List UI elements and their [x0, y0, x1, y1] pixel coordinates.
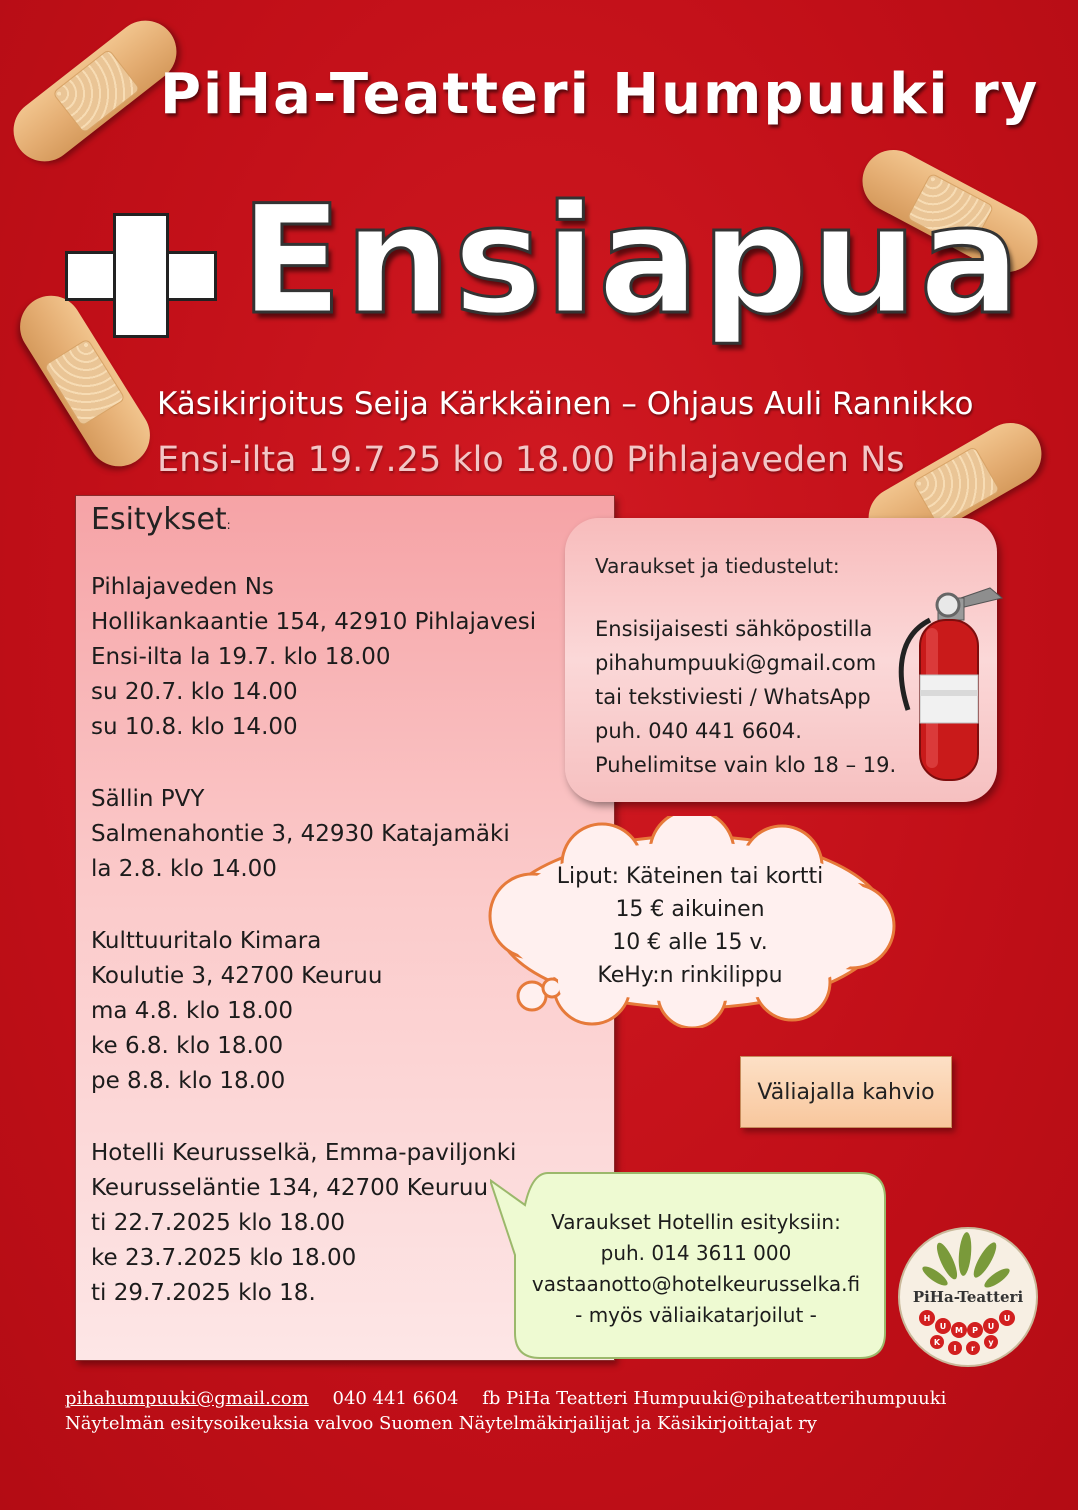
venue-line: ke 6.8. klo 18.00: [91, 1033, 284, 1059]
logo-letter: I: [953, 1344, 957, 1353]
logo-text: PiHa-Teatteri: [912, 1288, 1024, 1306]
footer-phone: 040 441 6604: [332, 1388, 459, 1409]
play-title: Ensiapua: [240, 174, 1023, 348]
venue-block: [91, 1136, 516, 1311]
hotel-line: - myös väliaikatarjoilut -: [575, 1303, 817, 1327]
venue-line: ti 29.7.2025 klo 18.: [91, 1280, 316, 1306]
hotel-reservations-info: [520, 1207, 872, 1331]
tickets-line: 15 € aikuinen: [615, 897, 765, 922]
shows-heading: Esitykset:: [91, 502, 231, 537]
credits-line: Käsikirjoitus Seija Kärkkäinen – Ohjaus Auli Rannikko: [157, 386, 974, 422]
reservations-title: Varaukset ja tiedustelut:: [595, 554, 840, 578]
logo-letter: y: [988, 1338, 994, 1347]
venue-line: Pihlajaveden Ns: [91, 574, 274, 600]
venue-line: Koulutie 3, 42700 Keuruu: [91, 963, 383, 989]
venue-line: ti 22.7.2025 klo 18.00: [91, 1210, 346, 1236]
hotel-phone: puh. 014 3611 000: [600, 1241, 792, 1265]
venue-line: Ensi-ilta la 19.7. klo 18.00: [91, 644, 391, 670]
hotel-line: Varaukset Hotellin esityksiin:: [551, 1210, 841, 1234]
logo-letter: K: [933, 1338, 941, 1347]
reservations-line: Ensisijaisesti sähköpostilla: [595, 617, 873, 641]
theater-logo: [897, 1226, 1039, 1368]
venue-line: su 20.7. klo 14.00: [91, 679, 298, 705]
footer-facebook: fb PiHa Teatteri Humpuuki@pihateatterihumpuuki: [482, 1388, 947, 1409]
venue-line: Keurusseläntie 134, 42700 Keuruu: [91, 1175, 489, 1201]
venue-line: ma 4.8. klo 18.00: [91, 998, 293, 1024]
tickets-line: KeHy:n rinkilippu: [597, 963, 783, 988]
logo-letter: P: [972, 1326, 978, 1335]
logo-letter: M: [955, 1326, 963, 1335]
venue-line: Sällin PVY: [91, 786, 205, 812]
venue-line: Kulttuuritalo Kimara: [91, 928, 322, 954]
tickets-line: Liput: Käteinen tai kortti: [556, 864, 824, 889]
organization-title: PiHa-Teatteri Humpuuki ry: [160, 62, 1040, 127]
logo-letter: r: [971, 1344, 975, 1353]
fire-extinguisher-icon: [890, 580, 1005, 785]
tickets-info: [545, 860, 835, 992]
logo-letter: H: [923, 1314, 931, 1323]
reservations-line: tai tekstiviesti / WhatsApp: [595, 685, 871, 709]
footer-email-link[interactable]: pihahumpuuki@gmail.com: [65, 1388, 309, 1409]
venue-line: Hollikankaantie 154, 42910 Pihlajavesi: [91, 609, 537, 635]
logo-letter: U: [939, 1322, 947, 1331]
footer-contact-line: [65, 1386, 946, 1411]
hotel-email[interactable]: vastaanotto@hotelkeurusselka.fi: [531, 1272, 861, 1296]
premiere-line: Ensi-ilta 19.7.25 klo 18.00 Pihlajaveden Ns: [157, 440, 905, 480]
reservations-email[interactable]: pihahumpuuki@gmail.com: [595, 651, 877, 675]
coffee-note: Väliajalla kahvio: [740, 1056, 952, 1128]
reservations-details: [595, 612, 896, 782]
footer: [65, 1386, 946, 1436]
venue-line: ke 23.7.2025 klo 18.00: [91, 1245, 357, 1271]
reservations-line: Puhelimitse vain klo 18 – 19.: [595, 753, 897, 777]
footer-rights: Näytelmän esitysoikeuksia valvoo Suomen Näytelmäkirjailijat ja Käsikirjoittajat ry: [65, 1413, 817, 1434]
venue-line: Hotelli Keurusselkä, Emma-paviljonki: [91, 1140, 517, 1166]
logo-letter: U: [1003, 1314, 1011, 1323]
venue-line: la 2.8. klo 14.00: [91, 856, 277, 882]
venue-line: Salmenahontie 3, 42930 Katajamäki: [91, 821, 510, 847]
venue-block: [91, 570, 536, 745]
reservations-phone: puh. 040 441 6604.: [595, 719, 802, 743]
venue-block: [91, 924, 382, 1099]
venue-block: [91, 782, 510, 887]
tickets-line: 10 € alle 15 v.: [612, 930, 768, 955]
venue-line: pe 8.8. klo 18.00: [91, 1068, 286, 1094]
first-aid-cross-icon: [65, 213, 217, 338]
venue-line: su 10.8. klo 14.00: [91, 714, 298, 740]
logo-letter: U: [987, 1322, 995, 1331]
